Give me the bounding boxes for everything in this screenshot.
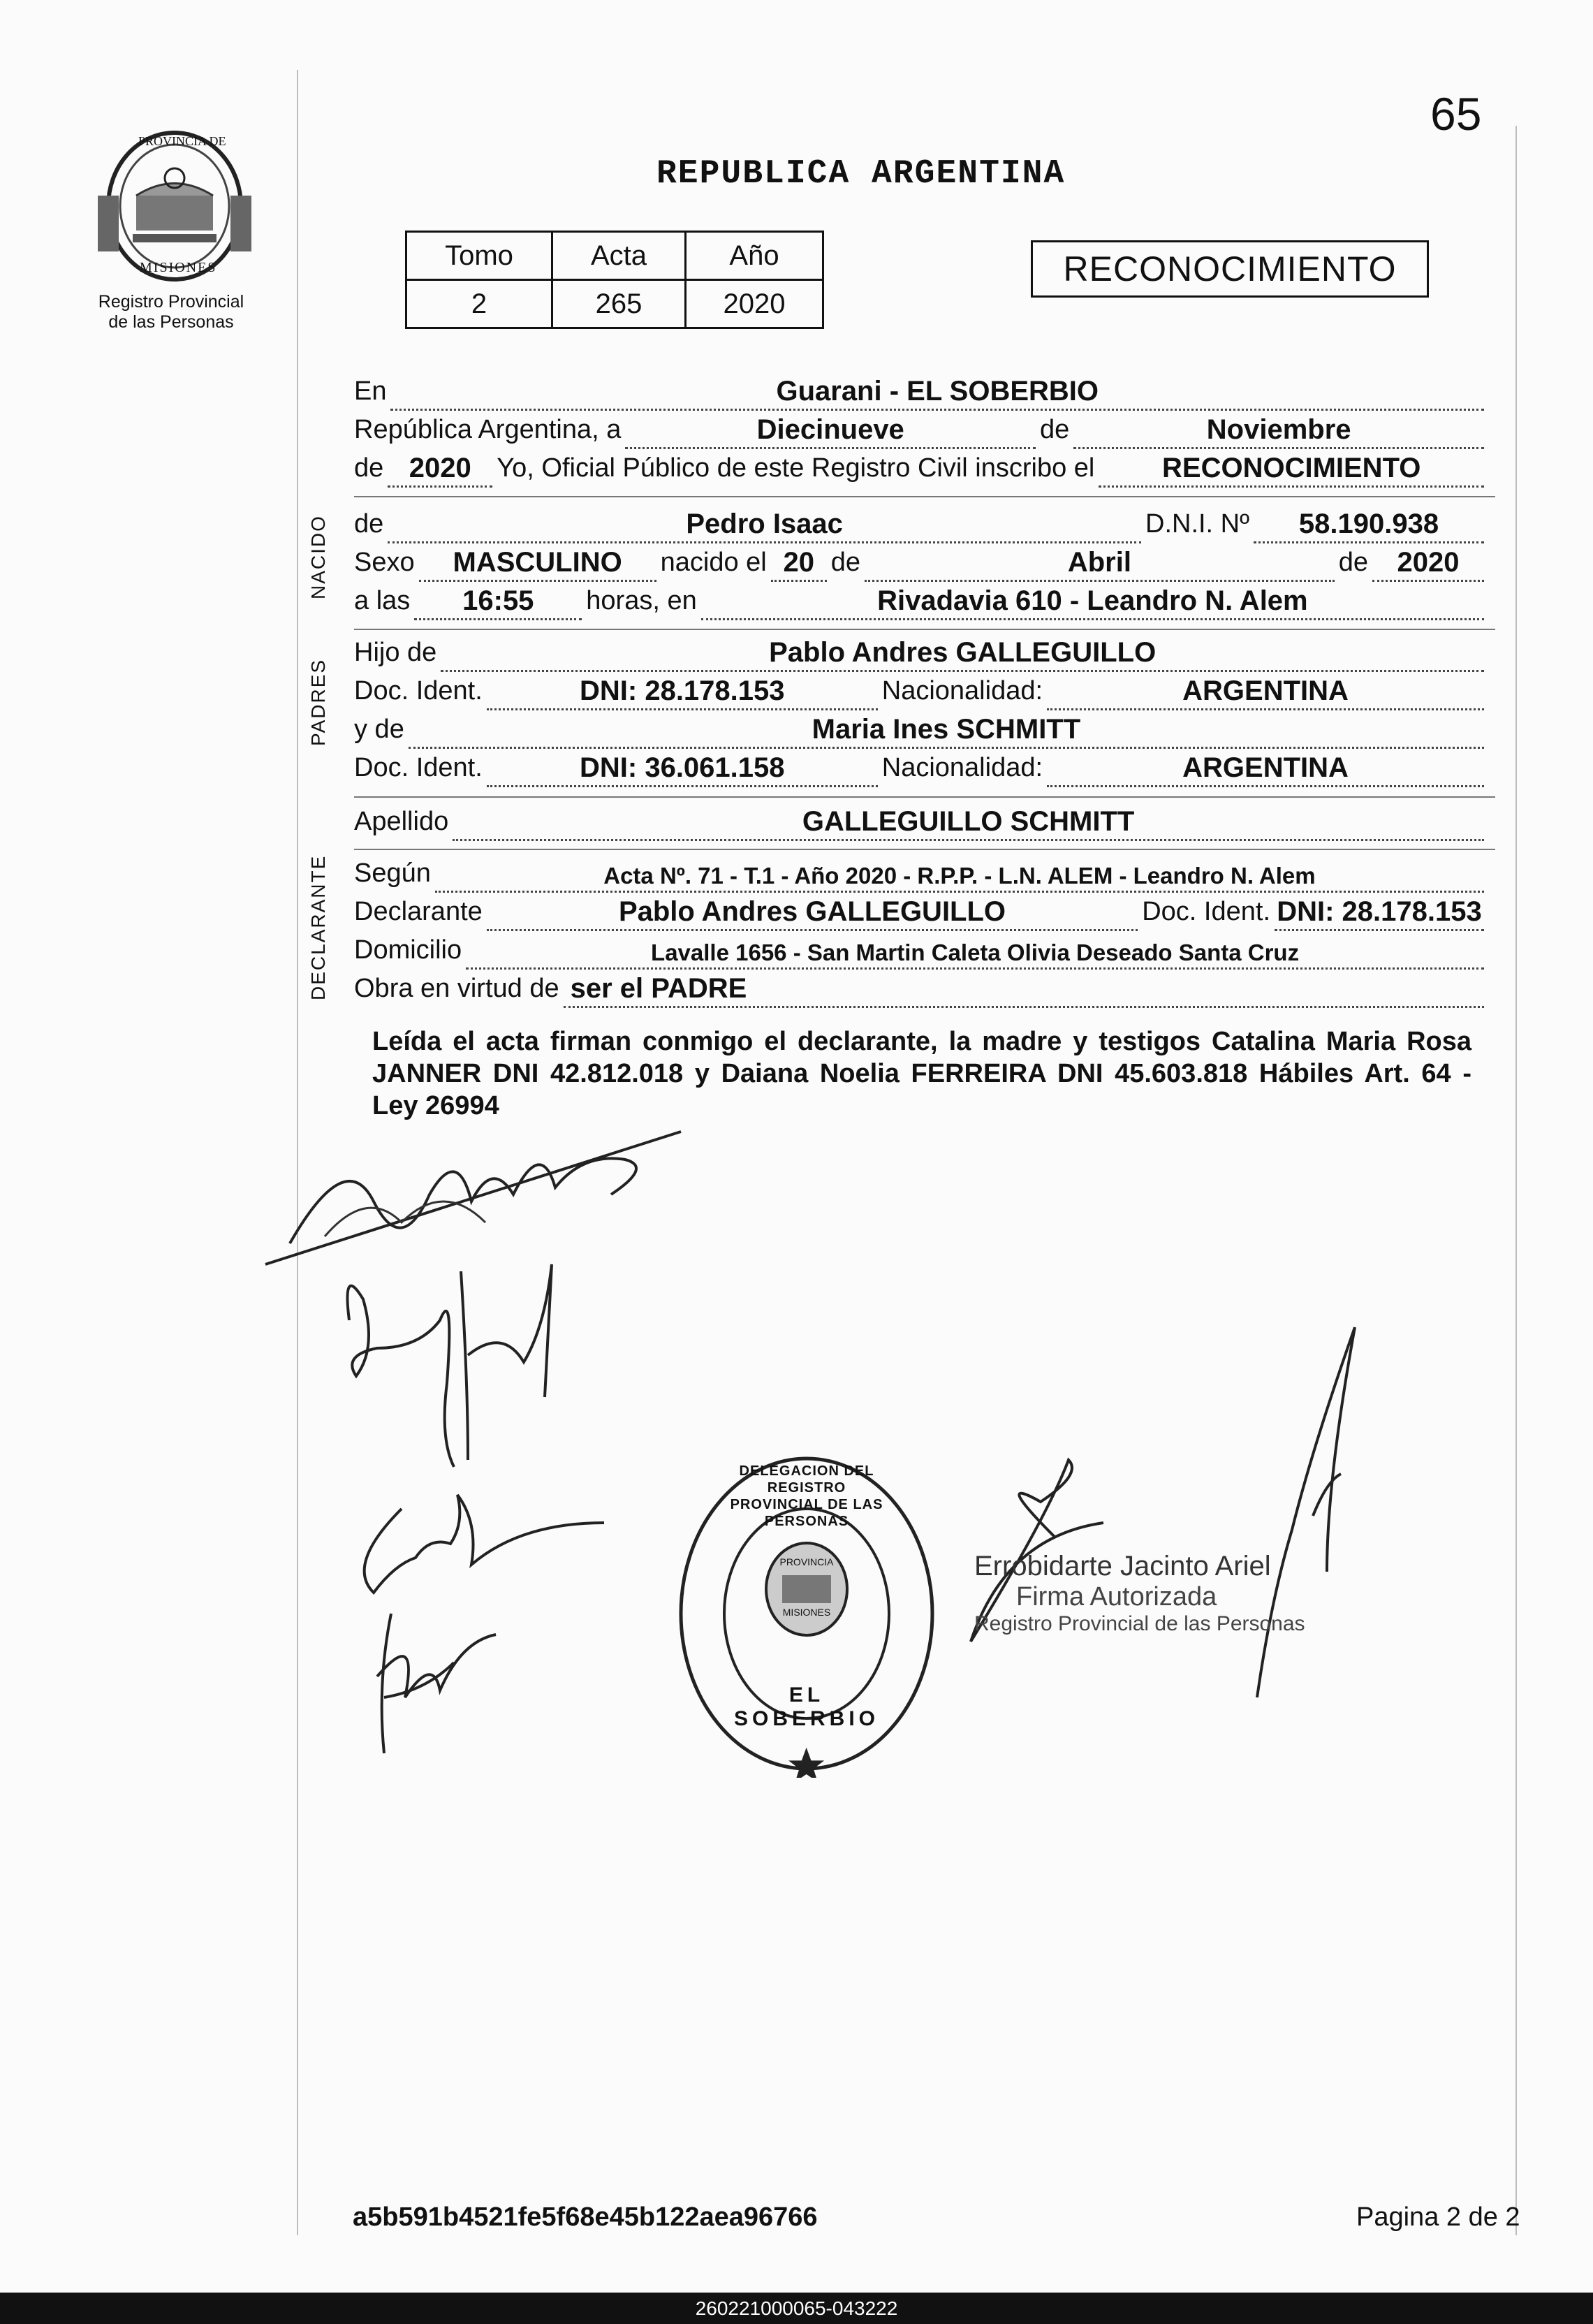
mother-signature: [335, 1243, 587, 1474]
child-name-value: Pedro Isaac: [388, 506, 1141, 543]
birth-time-value: 16:55: [414, 583, 582, 620]
surname-value: GALLEGUILLO SCHMITT: [453, 804, 1484, 841]
footer-code-bar: [0, 2293, 1593, 2324]
mother-doc-value: DNI: 36.061.158: [487, 750, 878, 787]
official-block: [974, 1551, 1365, 1636]
side-label-padres: PADRES: [307, 658, 329, 746]
label-nacionalidad: Nacionalidad:: [881, 753, 1043, 782]
side-label-nacido: NACIDO: [307, 515, 329, 599]
row-inscription: [354, 448, 1488, 488]
birth-place-value: Rivadavia 610 - Leandro N. Alem: [701, 583, 1484, 620]
row-time-place: [354, 581, 1488, 620]
record-index-value-row: [406, 280, 823, 328]
row-mother: [354, 710, 1488, 749]
stamp-center-top: PROVINCIA: [779, 1556, 834, 1567]
label-de: de: [354, 453, 384, 483]
tomo-value: 2: [406, 280, 552, 328]
by-virtue-value: ser el PADRE: [564, 971, 1484, 1008]
declarant-name-value: Pablo Andres GALLEGUILLO: [487, 894, 1138, 931]
side-label-declarante: DECLARANTE: [307, 854, 329, 1000]
separator: [354, 629, 1495, 630]
row-father: [354, 633, 1488, 672]
row-sex-birth: [354, 543, 1488, 582]
label-doc-ident: Doc. Ident.: [354, 676, 483, 706]
label-horas-en: horas, en: [586, 586, 697, 615]
witness-signature-2: [363, 1600, 503, 1760]
label-dni: D.N.I. Nº: [1145, 509, 1249, 539]
official-signature: [964, 1306, 1508, 1739]
label-obra: Obra en virtud de: [354, 974, 559, 1003]
row-by-virtue: [354, 969, 1488, 1008]
label-yo: Yo, Oficial Público de este Registro Civil inscribo el: [497, 453, 1095, 483]
label-doc-ident: Doc. Ident.: [1142, 897, 1270, 926]
row-child-name: [354, 504, 1488, 543]
tomo-header: Tomo: [406, 232, 552, 280]
stamp-ring-text: DELEGACION DEL REGISTRO PROVINCIAL DE LAS PERSONAS: [730, 1463, 883, 1529]
father-doc-value: DNI: 28.178.153: [487, 673, 878, 710]
label-domicilio: Domicilio: [354, 935, 462, 965]
row-surname: [354, 802, 1488, 841]
ano-value: 2020: [686, 280, 823, 328]
label-declarante: Declarante: [354, 897, 483, 926]
declarant-doc-value: DNI: 28.178.153: [1275, 894, 1484, 931]
day-value: Diecinueve: [625, 412, 1036, 449]
child-dni-value: 58.190.938: [1254, 506, 1484, 543]
birth-month-value: Abril: [865, 545, 1335, 582]
month-value: Noviembre: [1073, 412, 1484, 449]
year-value: 2020: [388, 451, 492, 488]
official-name: Errobidarte Jacinto Ariel: [974, 1551, 1271, 1581]
row-segun: [354, 854, 1488, 893]
father-nationality-value: ARGENTINA: [1047, 673, 1484, 710]
country-title: REPUBLICA ARGENTINA: [656, 155, 1066, 193]
seal-text-bottom: MISIONES: [140, 260, 217, 275]
label-apellido: Apellido: [354, 807, 449, 836]
row-location: [354, 372, 1488, 411]
seal-text-top: PROVINCIA DE: [138, 134, 226, 148]
label-republica: República Argentina, a: [354, 415, 622, 444]
pagination: Pagina 2 de 2: [1356, 2202, 1520, 2232]
acta-header: Acta: [552, 232, 686, 280]
separator: [354, 849, 1495, 850]
stamp-center-bottom: MISIONES: [782, 1607, 831, 1618]
witness-signature-1: [346, 1481, 611, 1607]
right-margin-line: [1515, 126, 1517, 2235]
mother-name-value: Maria Ines SCHMITT: [409, 712, 1484, 749]
record-index-table: [405, 231, 824, 329]
act-type-value: RECONOCIMIENTO: [1099, 451, 1484, 488]
row-date: [354, 410, 1488, 449]
official-org: Registro Provincial de las Personas: [974, 1612, 1305, 1635]
separator: [354, 496, 1495, 497]
row-declarant: [354, 892, 1488, 931]
label-de: de: [1338, 548, 1368, 577]
stamp-inner-text: EL SOBERBIO: [733, 1683, 880, 1730]
separator: [354, 796, 1495, 798]
row-father-doc: [354, 671, 1488, 710]
ano-header: Año: [686, 232, 823, 280]
acta-value: 265: [552, 280, 686, 328]
label-nacido-el: nacido el: [660, 548, 767, 577]
label-en: En: [354, 377, 387, 406]
mother-nationality-value: ARGENTINA: [1047, 750, 1484, 787]
location-value: Guarani - EL SOBERBIO: [390, 374, 1484, 411]
label-segun: Según: [354, 858, 431, 888]
label-a-las: a las: [354, 586, 411, 615]
registry-caption-line2: de las Personas: [108, 312, 234, 332]
segun-value: Acta Nº. 71 - T.1 - Año 2020 - R.P.P. - L.N. ALEM - Leandro N. Alem: [435, 856, 1484, 893]
label-hijo-de: Hijo de: [354, 638, 437, 667]
footer-code: 260221000065-043222: [695, 2297, 898, 2319]
official-role: Firma Autorizada: [1016, 1582, 1217, 1612]
birth-day-value: 20: [771, 545, 827, 582]
label-doc-ident: Doc. Ident.: [354, 753, 483, 782]
closing-statement: Leída el acta firman conmigo el declarante, la madre y testigos Catalina Maria Rosa JANNER DNI 42.812.018 y Daiana Noelia FERREIRA DNI 45.603.818 Hábiles Art. 64 - Ley 26994: [372, 1027, 1471, 1120]
row-address: [354, 930, 1488, 970]
label-y-de: y de: [354, 715, 404, 744]
label-de: de: [1040, 415, 1070, 444]
label-nacionalidad: Nacionalidad:: [881, 676, 1043, 706]
registry-caption-line1: Registro Provincial: [98, 292, 244, 312]
birth-year-value: 2020: [1372, 545, 1484, 582]
page-number: 65: [1430, 88, 1482, 140]
label-de: de: [354, 509, 384, 539]
address-value: Lavalle 1656 - San Martin Caleta Olivia Deseado Santa Cruz: [466, 933, 1484, 970]
sex-value: MASCULINO: [419, 545, 656, 582]
record-index-header-row: [406, 232, 823, 280]
father-name-value: Pablo Andres GALLEGUILLO: [441, 635, 1484, 672]
row-mother-doc: [354, 748, 1488, 787]
record-type-box: RECONOCIMIENTO: [1031, 240, 1429, 298]
registry-caption: [66, 292, 276, 332]
label-sexo: Sexo: [354, 548, 415, 577]
label-de: de: [830, 548, 861, 577]
document-hash: a5b591b4521fe5f68e45b122aea96766: [353, 2202, 818, 2232]
